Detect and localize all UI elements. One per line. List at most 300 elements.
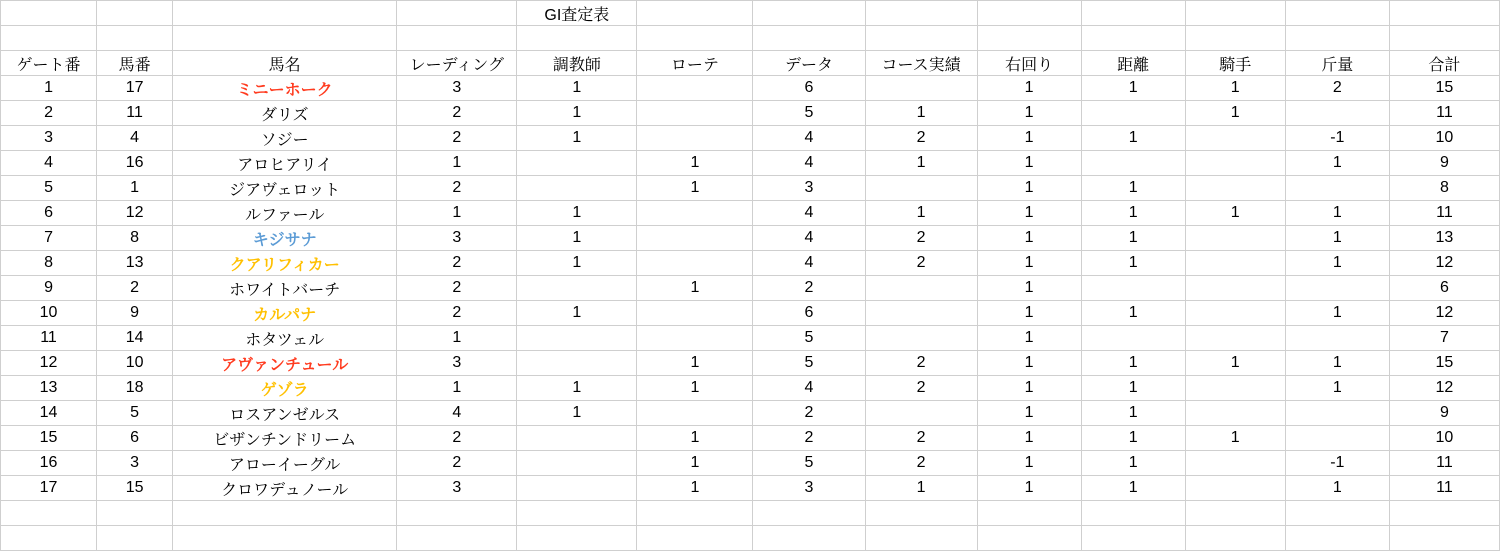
cell-empty[interactable]	[173, 1, 397, 26]
cell-horse-name[interactable]: ゲゾラ	[173, 376, 397, 401]
table-row	[1, 251, 1500, 276]
cell-trainer[interactable]	[517, 476, 637, 501]
cell-gate[interactable]: 11	[1, 326, 97, 351]
cell-jockey[interactable]	[1185, 251, 1285, 276]
cell-trainer[interactable]: 1	[517, 201, 637, 226]
cell-horse-name[interactable]: ミニーホーク	[173, 76, 397, 101]
cell-empty[interactable]	[97, 526, 173, 551]
cell-right-turn[interactable]: 1	[977, 151, 1081, 176]
cell-umaban[interactable]: 11	[97, 101, 173, 126]
cell-horse-name[interactable]: カルパナ	[173, 301, 397, 326]
cell-empty[interactable]	[1285, 26, 1389, 51]
cell-right-turn[interactable]: 1	[977, 276, 1081, 301]
cell-umaban[interactable]: 6	[97, 426, 173, 451]
cell-umaban[interactable]: 16	[97, 151, 173, 176]
cell-gate[interactable]: 10	[1, 301, 97, 326]
cell-rotation[interactable]	[637, 226, 753, 251]
cell-weight[interactable]	[1285, 176, 1389, 201]
cell-rating[interactable]: 1	[397, 151, 517, 176]
cell-empty[interactable]	[1081, 526, 1185, 551]
cell-jockey[interactable]	[1185, 151, 1285, 176]
cell-trainer[interactable]: 1	[517, 376, 637, 401]
cell-weight[interactable]: 1	[1285, 376, 1389, 401]
column-header-umaban[interactable]: 馬番	[97, 51, 173, 76]
cell-rotation[interactable]: 1	[637, 276, 753, 301]
cell-jockey[interactable]	[1185, 126, 1285, 151]
cell-umaban[interactable]: 2	[97, 276, 173, 301]
cell-rotation[interactable]	[637, 101, 753, 126]
cell-gate[interactable]: 6	[1, 201, 97, 226]
cell-right-turn[interactable]: 1	[977, 326, 1081, 351]
cell-right-turn[interactable]: 1	[977, 376, 1081, 401]
cell-trainer[interactable]: 1	[517, 101, 637, 126]
cell-total[interactable]: 6	[1389, 276, 1499, 301]
spacer-row-second	[1, 26, 1500, 51]
cell-empty[interactable]	[1285, 1, 1389, 26]
cell-trainer[interactable]	[517, 151, 637, 176]
cell-rotation[interactable]	[637, 126, 753, 151]
cell-horse-name[interactable]: キジサナ	[173, 226, 397, 251]
cell-rating[interactable]: 3	[397, 226, 517, 251]
cell-empty[interactable]	[977, 526, 1081, 551]
cell-jockey[interactable]	[1185, 376, 1285, 401]
cell-gate[interactable]: 15	[1, 426, 97, 451]
cell-data[interactable]: 5	[753, 351, 865, 376]
cell-umaban[interactable]: 5	[97, 401, 173, 426]
cell-trainer[interactable]	[517, 351, 637, 376]
cell-data[interactable]: 3	[753, 476, 865, 501]
cell-trainer[interactable]: 1	[517, 401, 637, 426]
cell-gate[interactable]: 3	[1, 126, 97, 151]
cell-horse-name[interactable]: ホタツェル	[173, 326, 397, 351]
cell-data[interactable]: 6	[753, 76, 865, 101]
column-header-horse-name[interactable]: 馬名	[173, 51, 397, 76]
cell-umaban[interactable]: 3	[97, 451, 173, 476]
cell-empty[interactable]	[1389, 501, 1499, 526]
table-row	[1, 401, 1500, 426]
cell-rating[interactable]: 2	[397, 126, 517, 151]
cell-empty[interactable]	[977, 501, 1081, 526]
cell-horse-name[interactable]: ロスアンゼルス	[173, 401, 397, 426]
cell-distance[interactable]: 1	[1081, 401, 1185, 426]
cell-umaban[interactable]: 9	[97, 301, 173, 326]
cell-weight[interactable]: 1	[1285, 476, 1389, 501]
cell-empty[interactable]	[637, 501, 753, 526]
cell-data[interactable]: 5	[753, 101, 865, 126]
cell-trainer[interactable]	[517, 176, 637, 201]
column-header-right-turn[interactable]: 右回り	[977, 51, 1081, 76]
cell-distance[interactable]	[1081, 151, 1185, 176]
cell-distance[interactable]: 1	[1081, 376, 1185, 401]
cell-gate[interactable]: 8	[1, 251, 97, 276]
cell-weight[interactable]: 1	[1285, 301, 1389, 326]
cell-empty[interactable]	[397, 1, 517, 26]
table-row	[1, 351, 1500, 376]
cell-empty[interactable]	[1081, 26, 1185, 51]
cell-weight[interactable]: 1	[1285, 226, 1389, 251]
cell-data[interactable]: 6	[753, 301, 865, 326]
cell-horse-name[interactable]: ソジー	[173, 126, 397, 151]
cell-rating[interactable]: 2	[397, 176, 517, 201]
cell-total[interactable]: 8	[1389, 176, 1499, 201]
cell-right-turn[interactable]: 1	[977, 226, 1081, 251]
cell-empty[interactable]	[977, 26, 1081, 51]
cell-right-turn[interactable]: 1	[977, 301, 1081, 326]
cell-right-turn[interactable]: 1	[977, 76, 1081, 101]
cell-weight[interactable]: -1	[1285, 126, 1389, 151]
cell-total[interactable]: 12	[1389, 376, 1499, 401]
cell-course-record[interactable]	[865, 276, 977, 301]
cell-course-record[interactable]: 2	[865, 251, 977, 276]
cell-course-record[interactable]: 2	[865, 376, 977, 401]
cell-jockey[interactable]: 1	[1185, 101, 1285, 126]
cell-rating[interactable]: 4	[397, 401, 517, 426]
column-header-rotation[interactable]: ローテ	[637, 51, 753, 76]
cell-distance[interactable]: 1	[1081, 176, 1185, 201]
cell-total[interactable]: 10	[1389, 126, 1499, 151]
cell-distance[interactable]: 1	[1081, 201, 1185, 226]
cell-rating[interactable]: 2	[397, 426, 517, 451]
cell-rotation[interactable]	[637, 201, 753, 226]
cell-empty[interactable]	[1185, 26, 1285, 51]
cell-total[interactable]: 11	[1389, 451, 1499, 476]
cell-empty[interactable]	[1185, 1, 1285, 26]
cell-empty[interactable]	[397, 26, 517, 51]
cell-empty[interactable]	[1, 1, 97, 26]
spacer-row-top	[1, 1, 1500, 26]
cell-rating[interactable]: 3	[397, 351, 517, 376]
cell-distance[interactable]: 1	[1081, 476, 1185, 501]
cell-course-record[interactable]: 1	[865, 476, 977, 501]
cell-rotation[interactable]: 1	[637, 476, 753, 501]
cell-course-record[interactable]: 2	[865, 126, 977, 151]
cell-trainer[interactable]: 1	[517, 301, 637, 326]
cell-rating[interactable]: 2	[397, 251, 517, 276]
cell-rating[interactable]: 2	[397, 101, 517, 126]
cell-rotation[interactable]: 1	[637, 151, 753, 176]
table-row	[1, 126, 1500, 151]
cell-right-turn[interactable]: 1	[977, 426, 1081, 451]
cell-total[interactable]: 12	[1389, 251, 1499, 276]
cell-umaban[interactable]: 8	[97, 226, 173, 251]
cell-data[interactable]: 4	[753, 376, 865, 401]
cell-gate[interactable]: 1	[1, 76, 97, 101]
cell-weight[interactable]	[1285, 101, 1389, 126]
cell-empty[interactable]	[1389, 526, 1499, 551]
spacer-row-bottom	[1, 501, 1500, 526]
cell-gate[interactable]: 17	[1, 476, 97, 501]
table-row	[1, 301, 1500, 326]
cell-distance[interactable]: 1	[1081, 226, 1185, 251]
cell-weight[interactable]: 2	[1285, 76, 1389, 101]
table-row	[1, 176, 1500, 201]
cell-empty[interactable]	[97, 26, 173, 51]
cell-course-record[interactable]: 1	[865, 101, 977, 126]
cell-data[interactable]: 2	[753, 426, 865, 451]
cell-total[interactable]: 11	[1389, 476, 1499, 501]
cell-weight[interactable]: -1	[1285, 451, 1389, 476]
cell-gate[interactable]: 4	[1, 151, 97, 176]
cell-weight[interactable]: 1	[1285, 351, 1389, 376]
cell-umaban[interactable]: 14	[97, 326, 173, 351]
cell-distance[interactable]: 1	[1081, 76, 1185, 101]
cell-rating[interactable]: 2	[397, 301, 517, 326]
cell-rating[interactable]: 1	[397, 376, 517, 401]
cell-umaban[interactable]: 15	[97, 476, 173, 501]
cell-horse-name[interactable]: ルファール	[173, 201, 397, 226]
column-header-gate[interactable]: ゲート番	[1, 51, 97, 76]
cell-course-record[interactable]	[865, 401, 977, 426]
column-header-jockey[interactable]: 騎手	[1185, 51, 1285, 76]
cell-total[interactable]: 9	[1389, 401, 1499, 426]
spacer-row-bottom	[1, 526, 1500, 551]
cell-umaban[interactable]: 18	[97, 376, 173, 401]
cell-distance[interactable]	[1081, 326, 1185, 351]
cell-jockey[interactable]	[1185, 226, 1285, 251]
column-header-data[interactable]: データ	[753, 51, 865, 76]
cell-jockey[interactable]	[1185, 276, 1285, 301]
cell-empty[interactable]	[1, 26, 97, 51]
cell-horse-name[interactable]: アローイーグル	[173, 451, 397, 476]
cell-empty[interactable]	[1285, 501, 1389, 526]
cell-horse-name[interactable]: ダリズ	[173, 101, 397, 126]
cell-total[interactable]: 13	[1389, 226, 1499, 251]
cell-distance[interactable]: 1	[1081, 251, 1185, 276]
cell-weight[interactable]	[1285, 326, 1389, 351]
cell-gate[interactable]: 7	[1, 226, 97, 251]
cell-course-record[interactable]	[865, 176, 977, 201]
cell-total[interactable]: 12	[1389, 301, 1499, 326]
cell-data[interactable]: 4	[753, 151, 865, 176]
cell-jockey[interactable]	[1185, 176, 1285, 201]
cell-trainer[interactable]	[517, 426, 637, 451]
cell-total[interactable]: 7	[1389, 326, 1499, 351]
cell-trainer[interactable]	[517, 276, 637, 301]
cell-total[interactable]: 15	[1389, 351, 1499, 376]
cell-right-turn[interactable]: 1	[977, 101, 1081, 126]
cell-empty[interactable]	[97, 1, 173, 26]
cell-empty[interactable]	[1, 526, 97, 551]
cell-distance[interactable]: 1	[1081, 451, 1185, 476]
cell-jockey[interactable]	[1185, 326, 1285, 351]
table-row	[1, 476, 1500, 501]
cell-rotation[interactable]: 1	[637, 176, 753, 201]
cell-data[interactable]: 4	[753, 251, 865, 276]
cell-umaban[interactable]: 12	[97, 201, 173, 226]
cell-right-turn[interactable]: 1	[977, 476, 1081, 501]
cell-jockey[interactable]: 1	[1185, 76, 1285, 101]
cell-rotation[interactable]	[637, 401, 753, 426]
cell-empty[interactable]	[173, 26, 397, 51]
cell-weight[interactable]: 1	[1285, 201, 1389, 226]
cell-empty[interactable]	[637, 1, 753, 26]
cell-empty[interactable]	[1185, 526, 1285, 551]
cell-gate[interactable]: 2	[1, 101, 97, 126]
cell-rating[interactable]: 1	[397, 326, 517, 351]
cell-empty[interactable]	[397, 501, 517, 526]
cell-total[interactable]: 9	[1389, 151, 1499, 176]
cell-empty[interactable]	[637, 526, 753, 551]
cell-course-record[interactable]: 1	[865, 151, 977, 176]
cell-rotation[interactable]	[637, 251, 753, 276]
cell-rotation[interactable]: 1	[637, 451, 753, 476]
cell-empty[interactable]	[865, 1, 977, 26]
cell-gate[interactable]: 12	[1, 351, 97, 376]
cell-trainer[interactable]	[517, 326, 637, 351]
cell-empty[interactable]	[1285, 526, 1389, 551]
cell-empty[interactable]	[977, 1, 1081, 26]
column-header-course-record[interactable]: コース実績	[865, 51, 977, 76]
cell-data[interactable]: 4	[753, 126, 865, 151]
cell-horse-name[interactable]: アロヒアリイ	[173, 151, 397, 176]
cell-empty[interactable]	[97, 501, 173, 526]
cell-empty[interactable]	[753, 1, 865, 26]
cell-empty[interactable]	[517, 501, 637, 526]
cell-empty[interactable]	[1081, 1, 1185, 26]
cell-distance[interactable]: 1	[1081, 351, 1185, 376]
cell-rotation[interactable]	[637, 301, 753, 326]
cell-trainer[interactable]: 1	[517, 226, 637, 251]
cell-right-turn[interactable]: 1	[977, 251, 1081, 276]
cell-empty[interactable]	[1389, 26, 1499, 51]
cell-empty[interactable]	[865, 501, 977, 526]
cell-horse-name[interactable]: ビザンチンドリーム	[173, 426, 397, 451]
cell-empty[interactable]	[173, 501, 397, 526]
cell-trainer[interactable]: 1	[517, 251, 637, 276]
cell-total[interactable]: 15	[1389, 76, 1499, 101]
cell-weight[interactable]	[1285, 401, 1389, 426]
cell-weight[interactable]: 1	[1285, 251, 1389, 276]
cell-course-record[interactable]: 1	[865, 201, 977, 226]
cell-distance[interactable]: 1	[1081, 301, 1185, 326]
cell-weight[interactable]: 1	[1285, 151, 1389, 176]
cell-rating[interactable]: 2	[397, 276, 517, 301]
cell-gate[interactable]: 14	[1, 401, 97, 426]
cell-total[interactable]: 11	[1389, 101, 1499, 126]
cell-empty[interactable]	[637, 26, 753, 51]
cell-rating[interactable]: 1	[397, 201, 517, 226]
cell-empty[interactable]	[173, 526, 397, 551]
table-row	[1, 201, 1500, 226]
cell-distance[interactable]: 1	[1081, 426, 1185, 451]
cell-umaban[interactable]: 10	[97, 351, 173, 376]
cell-rotation[interactable]: 1	[637, 376, 753, 401]
cell-jockey[interactable]: 1	[1185, 201, 1285, 226]
cell-jockey[interactable]	[1185, 476, 1285, 501]
column-header-weight[interactable]: 斤量	[1285, 51, 1389, 76]
column-header-total[interactable]: 合計	[1389, 51, 1499, 76]
cell-trainer[interactable]: 1	[517, 76, 637, 101]
cell-course-record[interactable]	[865, 301, 977, 326]
column-header-trainer[interactable]: 調教師	[517, 51, 637, 76]
cell-right-turn[interactable]: 1	[977, 401, 1081, 426]
cell-right-turn[interactable]: 1	[977, 201, 1081, 226]
cell-course-record[interactable]: 2	[865, 426, 977, 451]
cell-empty[interactable]	[753, 501, 865, 526]
cell-rotation[interactable]	[637, 326, 753, 351]
cell-course-record[interactable]	[865, 76, 977, 101]
cell-course-record[interactable]: 2	[865, 451, 977, 476]
cell-empty[interactable]	[1185, 501, 1285, 526]
cell-distance[interactable]	[1081, 276, 1185, 301]
cell-empty[interactable]	[753, 26, 865, 51]
cell-data[interactable]: 4	[753, 201, 865, 226]
cell-umaban[interactable]: 1	[97, 176, 173, 201]
cell-jockey[interactable]: 1	[1185, 351, 1285, 376]
cell-course-record[interactable]: 2	[865, 351, 977, 376]
cell-gate[interactable]: 13	[1, 376, 97, 401]
cell-data[interactable]: 5	[753, 451, 865, 476]
cell-rating[interactable]: 2	[397, 451, 517, 476]
cell-data[interactable]: 3	[753, 176, 865, 201]
cell-empty[interactable]	[1081, 501, 1185, 526]
cell-weight[interactable]	[1285, 426, 1389, 451]
cell-course-record[interactable]: 2	[865, 226, 977, 251]
cell-jockey[interactable]: 1	[1185, 426, 1285, 451]
cell-right-turn[interactable]: 1	[977, 126, 1081, 151]
cell-empty[interactable]	[1389, 1, 1499, 26]
cell-weight[interactable]	[1285, 276, 1389, 301]
cell-data[interactable]: 2	[753, 276, 865, 301]
cell-horse-name[interactable]: ホワイトバーチ	[173, 276, 397, 301]
cell-right-turn[interactable]: 1	[977, 351, 1081, 376]
cell-distance[interactable]	[1081, 101, 1185, 126]
column-header-rating[interactable]: レーディング	[397, 51, 517, 76]
cell-gate[interactable]: 16	[1, 451, 97, 476]
cell-total[interactable]: 11	[1389, 201, 1499, 226]
cell-rotation[interactable]	[637, 76, 753, 101]
cell-empty[interactable]	[517, 526, 637, 551]
cell-gate[interactable]: 5	[1, 176, 97, 201]
cell-rating[interactable]: 3	[397, 476, 517, 501]
cell-right-turn[interactable]: 1	[977, 176, 1081, 201]
cell-horse-name[interactable]: クロワデュノール	[173, 476, 397, 501]
cell-rating[interactable]: 3	[397, 76, 517, 101]
column-header-distance[interactable]: 距離	[1081, 51, 1185, 76]
cell-data[interactable]: 5	[753, 326, 865, 351]
cell-horse-name[interactable]: クアリフィカー	[173, 251, 397, 276]
table-row	[1, 226, 1500, 251]
cell-horse-name[interactable]: アヴァンチュール	[173, 351, 397, 376]
cell-umaban[interactable]: 13	[97, 251, 173, 276]
cell-empty[interactable]	[397, 526, 517, 551]
cell-empty[interactable]	[517, 26, 637, 51]
cell-total[interactable]: 10	[1389, 426, 1499, 451]
cell-empty[interactable]	[865, 26, 977, 51]
cell-umaban[interactable]: 17	[97, 76, 173, 101]
cell-data[interactable]: 2	[753, 401, 865, 426]
cell-rotation[interactable]: 1	[637, 426, 753, 451]
cell-horse-name[interactable]: ジアヴェロット	[173, 176, 397, 201]
cell-empty[interactable]	[1, 501, 97, 526]
cell-trainer[interactable]: 1	[517, 126, 637, 151]
cell-jockey[interactable]	[1185, 451, 1285, 476]
title-cell[interactable]: GI査定表	[517, 1, 637, 26]
cell-empty[interactable]	[753, 526, 865, 551]
cell-empty[interactable]	[865, 526, 977, 551]
cell-distance[interactable]: 1	[1081, 126, 1185, 151]
cell-course-record[interactable]	[865, 326, 977, 351]
cell-data[interactable]: 4	[753, 226, 865, 251]
cell-umaban[interactable]: 4	[97, 126, 173, 151]
cell-trainer[interactable]	[517, 451, 637, 476]
cell-gate[interactable]: 9	[1, 276, 97, 301]
cell-rotation[interactable]: 1	[637, 351, 753, 376]
cell-jockey[interactable]	[1185, 301, 1285, 326]
cell-jockey[interactable]	[1185, 401, 1285, 426]
cell-right-turn[interactable]: 1	[977, 451, 1081, 476]
table-row	[1, 326, 1500, 351]
